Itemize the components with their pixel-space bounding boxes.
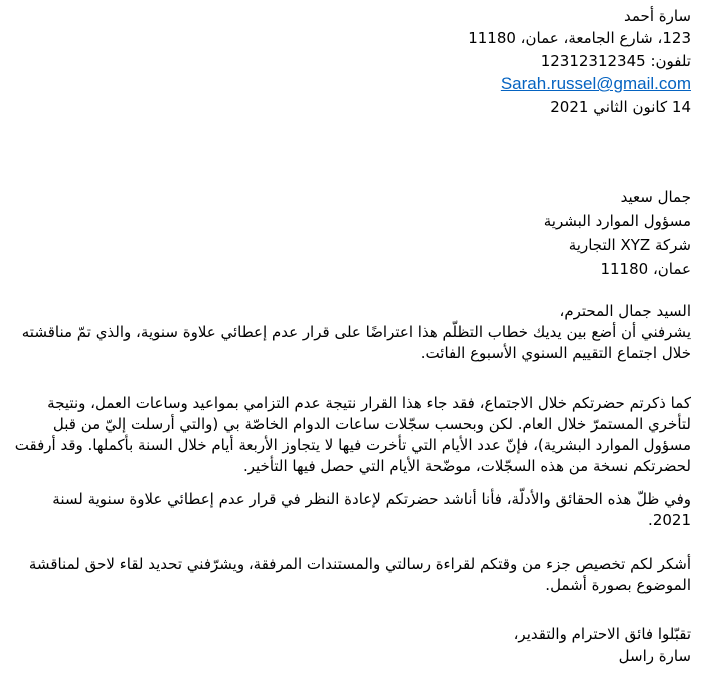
sender-name: سارة أحمد (624, 7, 691, 25)
signature: سارة راسل (618, 647, 691, 665)
sender-phone: تلفون: 12312312345 (540, 52, 691, 70)
email-link[interactable]: Sarah.russel@gmail.com (500, 74, 691, 93)
paragraph-thanks (11, 554, 691, 596)
closing: تقبّلوا فائق الاحترام والتقدير، (513, 625, 691, 643)
recipient-company: شركة XYZ التجارية (568, 236, 691, 254)
paragraph-intro (11, 322, 691, 364)
paragraph-text: أشكر لكم تخصيص جزء من وقتكم لقراءة رسالتي والمستندات المرفقة، ويشرّفني تحديد لقاء لاحق لمناقشة الموضوع بصورة أشمل. (28, 555, 691, 594)
sender-address: 123، شارع الجامعة، عمان، 11180 (468, 29, 691, 47)
salutation: السيد جمال المحترم، (559, 302, 691, 320)
letter-date: 14 كانون الثاني 2021 (550, 98, 691, 116)
paragraph-text: كما ذكرتم حضرتكم خلال الاجتماع، فقد جاء هذا القرار نتيجة عدم التزامي بمواعيد وساعات العمل، ونتيجة لتأخري المستمرّ خلال العام. لكن وبحسب سجّلات ساعات الدوام الخاصّة بي (والتي أرسلت إليّ من قبل مسؤول الموارد البشرية)، فإنّ عدد الأيام التي تأخرت فيها لا يتجاوز الأربعة أيام خلال السنة بأكملها. وقد أرفقت لحضرتكم نسخة من هذه السجّلات، موضّحة الأيام التي حصل فيها التأخير. (14, 394, 691, 475)
recipient-title: مسؤول الموارد البشرية (543, 212, 691, 230)
paragraph-request (11, 489, 691, 531)
recipient-city: عمان، 11180 (600, 260, 691, 278)
recipient-name: جمال سعيد (620, 188, 691, 206)
paragraph-text: يشرفني أن أضع بين يديك خطاب التظلّم هذا اعتراضًا على قرار عدم إعطائي علاوة سنوية، والذي تمّ مناقشته خلال اجتماع التقييم السنوي الأسبوع الفائت. (21, 323, 691, 362)
paragraph-reason (11, 393, 691, 477)
paragraph-text: وفي ظلّ هذه الحقائق والأدلّة، فأنا أناشد حضرتكم لإعادة النظر في قرار عدم إعطائي علاوة سنوية لسنة 2021. (52, 490, 691, 529)
sender-email[interactable] (501, 74, 691, 94)
